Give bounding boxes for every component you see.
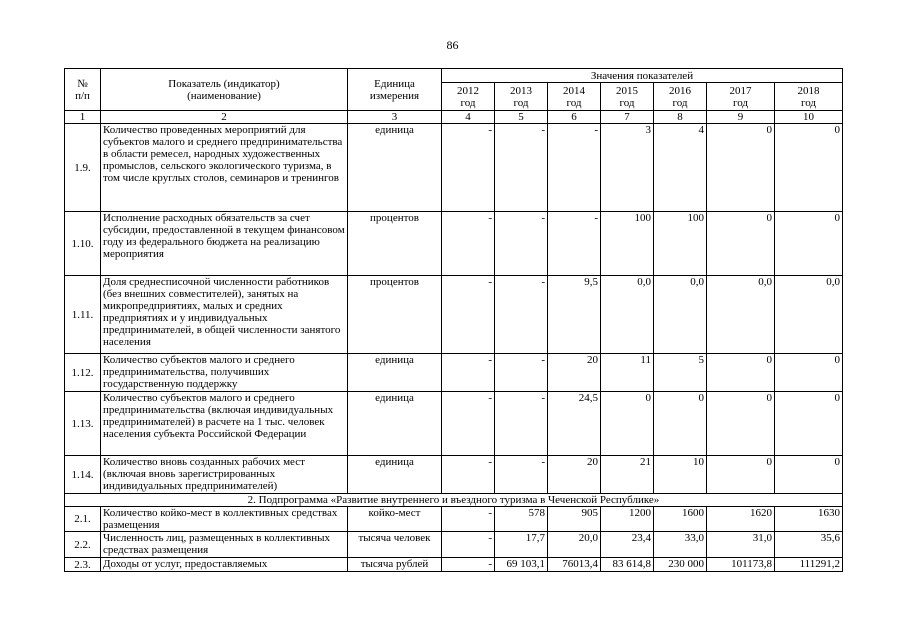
value-cell: 1630 xyxy=(775,507,843,532)
unit-cell: единица xyxy=(348,124,442,212)
value-cell: 1620 xyxy=(707,507,775,532)
table-row xyxy=(65,212,843,276)
value-cell: 11 xyxy=(601,354,654,392)
value-cell: 20 xyxy=(548,456,601,494)
value-cell: 0,0 xyxy=(601,276,654,354)
indicator-name: Численность лиц, размещенных в коллективных средствах размещения xyxy=(101,532,348,558)
header-indicator: Показатель (индикатор) (наименование) xyxy=(101,69,348,111)
unit-cell: тысяча рублей xyxy=(348,558,442,572)
value-cell: 0,0 xyxy=(654,276,707,354)
page-number: 86 xyxy=(446,38,459,52)
unit-cell: процентов xyxy=(348,276,442,354)
value-cell: - xyxy=(442,507,495,532)
value-cell: - xyxy=(442,354,495,392)
table-row xyxy=(65,558,843,572)
indicators-table xyxy=(64,68,843,572)
value-cell: 0 xyxy=(775,212,843,276)
row-number: 1.14. xyxy=(65,456,101,494)
value-cell: - xyxy=(495,392,548,456)
value-cell: 0 xyxy=(601,392,654,456)
indicator-name: Количество вновь созданных рабочих мест (включая вновь зарегистрированных индивидуальных предпринимателей) xyxy=(101,456,348,494)
section-row xyxy=(65,494,843,507)
value-cell: 20 xyxy=(548,354,601,392)
value-cell: - xyxy=(442,456,495,494)
row-number: 2.3. xyxy=(65,558,101,572)
value-cell: - xyxy=(442,124,495,212)
column-number: 1 xyxy=(65,111,101,124)
table-row xyxy=(65,124,843,212)
unit-cell: единица xyxy=(348,392,442,456)
value-cell: - xyxy=(442,276,495,354)
column-number: 2 xyxy=(101,111,348,124)
value-cell: 0 xyxy=(775,354,843,392)
header-year: 2013 год xyxy=(495,83,548,111)
value-cell: 100 xyxy=(601,212,654,276)
row-number: 1.13. xyxy=(65,392,101,456)
column-number: 9 xyxy=(707,111,775,124)
value-cell: 17,7 xyxy=(495,532,548,558)
header-year: 2018 год xyxy=(775,83,843,111)
unit-cell: койко-мест xyxy=(348,507,442,532)
value-cell: - xyxy=(548,212,601,276)
value-cell: 905 xyxy=(548,507,601,532)
value-cell: - xyxy=(442,532,495,558)
value-cell: 31,0 xyxy=(707,532,775,558)
section-title: 2. Подпрограмма «Развитие внутреннего и въездного туризма в Чеченской Республике» xyxy=(65,494,843,507)
value-cell: 0,0 xyxy=(775,276,843,354)
value-cell: - xyxy=(442,558,495,572)
value-cell: 0 xyxy=(707,124,775,212)
value-cell: 5 xyxy=(654,354,707,392)
indicator-name: Доля среднесписочной численности работников (без внешних совместителей), занятых на микропредприятиях, малых и средних предприятиях и у индивидуальных предпринимателей, в общей численности занятого населения xyxy=(101,276,348,354)
indicator-name: Исполнение расходных обязательств за счет субсидии, предоставленной в текущем финансовом году из федерального бюджета на реализацию мероприятия xyxy=(101,212,348,276)
header-num: № п/п xyxy=(65,69,101,111)
value-cell: 0 xyxy=(707,392,775,456)
header-year: 2015 год xyxy=(601,83,654,111)
table-row xyxy=(65,532,843,558)
header-values: Значения показателей xyxy=(442,69,843,83)
unit-cell: процентов xyxy=(348,212,442,276)
unit-cell: единица xyxy=(348,456,442,494)
column-number: 5 xyxy=(495,111,548,124)
value-cell: - xyxy=(495,354,548,392)
value-cell: 0 xyxy=(707,456,775,494)
row-number: 1.12. xyxy=(65,354,101,392)
value-cell: - xyxy=(442,212,495,276)
column-number: 7 xyxy=(601,111,654,124)
value-cell: 33,0 xyxy=(654,532,707,558)
indicator-name: Количество субъектов малого и среднего предпринимательства (включая индивидуальных предпринимателей) в расчете на 1 тыс. человек населения субъекта Российской Федерации xyxy=(101,392,348,456)
indicator-name: Доходы от услуг, предоставляемых xyxy=(101,558,348,572)
unit-cell: тысяча человек xyxy=(348,532,442,558)
value-cell: 24,5 xyxy=(548,392,601,456)
value-cell: 20,0 xyxy=(548,532,601,558)
value-cell: 21 xyxy=(601,456,654,494)
value-cell: 0 xyxy=(707,354,775,392)
row-number: 1.9. xyxy=(65,124,101,212)
value-cell: 230 000 xyxy=(654,558,707,572)
indicator-name: Количество субъектов малого и среднего предпринимательства, получивших государственную поддержку xyxy=(101,354,348,392)
value-cell: - xyxy=(495,456,548,494)
value-cell: 101173,8 xyxy=(707,558,775,572)
row-number: 1.10. xyxy=(65,212,101,276)
value-cell: - xyxy=(548,124,601,212)
value-cell: - xyxy=(495,276,548,354)
value-cell: - xyxy=(495,124,548,212)
row-number: 1.11. xyxy=(65,276,101,354)
column-number: 6 xyxy=(548,111,601,124)
value-cell: 35,6 xyxy=(775,532,843,558)
value-cell: 1600 xyxy=(654,507,707,532)
header-year: 2017 год xyxy=(707,83,775,111)
header-year: 2014 год xyxy=(548,83,601,111)
value-cell: 10 xyxy=(654,456,707,494)
table-row xyxy=(65,392,843,456)
table-row xyxy=(65,507,843,532)
table-row xyxy=(65,354,843,392)
value-cell: 0,0 xyxy=(707,276,775,354)
value-cell: 69 103,1 xyxy=(495,558,548,572)
value-cell: 100 xyxy=(654,212,707,276)
value-cell: 23,4 xyxy=(601,532,654,558)
indicator-name: Количество койко-мест в коллективных средствах размещения xyxy=(101,507,348,532)
value-cell: 83 614,8 xyxy=(601,558,654,572)
column-number: 4 xyxy=(442,111,495,124)
header-year: 2016 год xyxy=(654,83,707,111)
column-number: 8 xyxy=(654,111,707,124)
table-row xyxy=(65,456,843,494)
column-number: 10 xyxy=(775,111,843,124)
value-cell: 76013,4 xyxy=(548,558,601,572)
value-cell: 0 xyxy=(775,124,843,212)
header-unit: Единица измерения xyxy=(348,69,442,111)
value-cell: 3 xyxy=(601,124,654,212)
column-number: 3 xyxy=(348,111,442,124)
value-cell: 0 xyxy=(775,392,843,456)
value-cell: - xyxy=(442,392,495,456)
row-number: 2.2. xyxy=(65,532,101,558)
value-cell: 0 xyxy=(775,456,843,494)
value-cell: 4 xyxy=(654,124,707,212)
value-cell: 0 xyxy=(707,212,775,276)
value-cell: - xyxy=(495,212,548,276)
unit-cell: единица xyxy=(348,354,442,392)
value-cell: 9,5 xyxy=(548,276,601,354)
value-cell: 1200 xyxy=(601,507,654,532)
value-cell: 0 xyxy=(654,392,707,456)
table-row xyxy=(65,276,843,354)
value-cell: 578 xyxy=(495,507,548,532)
indicator-name: Количество проведенных мероприятий для субъектов малого и среднего предпринимательства в области ремесел, народных художественных промыслов, сельского экологического туризма, в том числе круглых столов, семинаров и тренингов xyxy=(101,124,348,212)
row-number: 2.1. xyxy=(65,507,101,532)
value-cell: 111291,2 xyxy=(775,558,843,572)
header-year: 2012 год xyxy=(442,83,495,111)
